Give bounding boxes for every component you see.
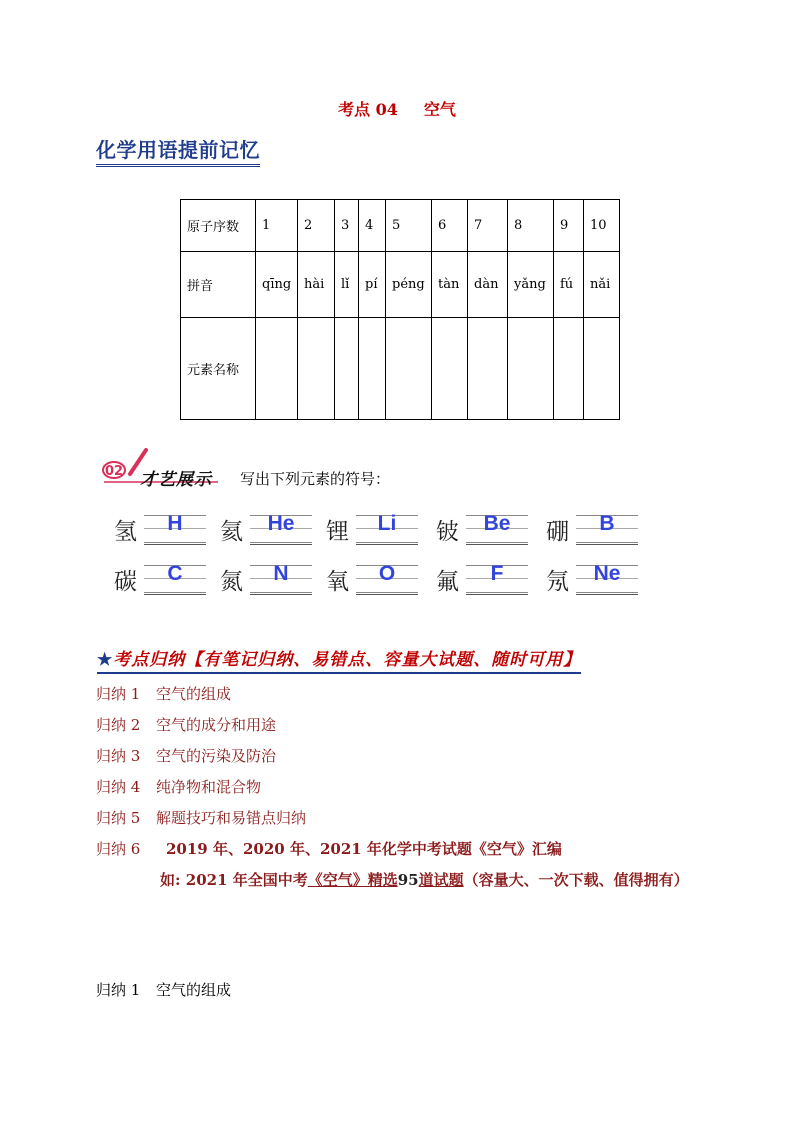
answer-cell[interactable] <box>359 318 386 420</box>
title-topic-name: 空气 <box>423 100 456 119</box>
summary-item-number: 归纳 3 <box>96 747 141 765</box>
table-row-atomic-number <box>181 200 620 252</box>
section-number: 归纳 1 <box>96 981 141 999</box>
element-chinese-name: 氧 <box>326 569 349 595</box>
element-chinese-name: 铍 <box>436 519 459 545</box>
title-topic-number: 考点 04 <box>338 100 398 119</box>
table-cell: qīng <box>256 252 298 318</box>
table-cell: nǎi <box>584 252 620 318</box>
answer-cell[interactable] <box>335 318 359 420</box>
element-chinese-name: 氖 <box>546 569 569 595</box>
recommendation-link[interactable]: 《空气》精选 <box>307 871 398 889</box>
badge-number: 02 <box>105 464 124 479</box>
answer-cell[interactable] <box>468 318 508 420</box>
summary-item-number: 归纳 1 <box>96 685 141 703</box>
answer-cell[interactable] <box>256 318 298 420</box>
summary-item-text: 2019 年、2020 年、2021 年化学中考试题《空气》汇编 <box>166 840 562 858</box>
element-symbol[interactable]: H <box>167 512 183 535</box>
element-chinese-name: 氦 <box>220 519 243 545</box>
table-cell: 8 <box>508 200 554 252</box>
row-header: 原子序数 <box>181 200 256 252</box>
table-cell: péng <box>386 252 432 318</box>
element-chinese-name: 碳 <box>114 569 137 595</box>
table-cell: tàn <box>432 252 468 318</box>
section-title-air-composition <box>96 979 231 1000</box>
page-title <box>0 97 794 120</box>
summary-item-number: 归纳 6 <box>96 840 141 858</box>
table-cell: fú <box>554 252 584 318</box>
table-cell: 2 <box>298 200 335 252</box>
summary-item[interactable] <box>96 683 231 704</box>
table-cell: yǎng <box>508 252 554 318</box>
table-cell: 9 <box>554 200 584 252</box>
element-symbol[interactable]: N <box>273 562 289 585</box>
section-text: 空气的组成 <box>156 981 232 999</box>
element-symbol[interactable]: He <box>267 512 295 535</box>
recommendation-count: 95 <box>397 871 419 889</box>
element-chinese-name: 氮 <box>220 569 243 595</box>
answer-cell[interactable] <box>386 318 432 420</box>
summary-item[interactable] <box>96 776 261 797</box>
table-cell: pí <box>359 252 386 318</box>
element-symbol[interactable]: Ne <box>593 562 621 585</box>
element-chinese-name: 硼 <box>546 519 569 545</box>
instruction-text: 写出下列元素的符号： <box>240 470 391 488</box>
table-row-pinyin <box>181 252 620 318</box>
answer-cell[interactable] <box>554 318 584 420</box>
recommendation-line <box>160 869 689 890</box>
answer-cell[interactable] <box>584 318 620 420</box>
table-cell: 10 <box>584 200 620 252</box>
table-cell: lǐ <box>335 252 359 318</box>
table-cell: hài <box>298 252 335 318</box>
answer-cell[interactable] <box>508 318 554 420</box>
recommendation-link-2[interactable]: 道试题 <box>418 871 464 889</box>
summary-item-text: 纯净物和混合物 <box>156 778 262 796</box>
summary-item-text: 解题技巧和易错点归纳 <box>156 809 307 827</box>
row-header: 元素名称 <box>181 318 256 420</box>
summary-item[interactable] <box>96 745 276 766</box>
element-chinese-name: 氢 <box>114 519 137 545</box>
table-cell: 4 <box>359 200 386 252</box>
table-cell: 3 <box>335 200 359 252</box>
star-icon: ★ <box>97 650 114 670</box>
section-heading-memorize: 化学用语提前记忆 <box>96 134 260 167</box>
element-chinese-name: 氟 <box>436 569 459 595</box>
recommendation-prefix: 如: 2021 年全国中考 <box>160 871 308 889</box>
table-row-element-name <box>181 318 620 420</box>
summary-item[interactable] <box>96 714 276 735</box>
table-cell: 5 <box>386 200 432 252</box>
element-symbol[interactable]: F <box>490 562 504 585</box>
element-symbol[interactable]: C <box>167 562 183 585</box>
recommendation-suffix: （容量大、一次下载、值得拥有） <box>463 871 689 889</box>
element-symbol[interactable]: Be <box>483 512 511 535</box>
answer-cell[interactable] <box>298 318 335 420</box>
element-chinese-name: 锂 <box>326 519 349 545</box>
summary-item-text: 空气的污染及防治 <box>156 747 277 765</box>
table-cell: 7 <box>468 200 508 252</box>
answer-cell[interactable] <box>432 318 468 420</box>
summary-item[interactable] <box>96 807 306 828</box>
summary-item-text: 空气的成分和用途 <box>156 716 277 734</box>
table-cell: dàn <box>468 252 508 318</box>
element-symbol[interactable]: Li <box>377 512 397 535</box>
summary-item-number: 归纳 2 <box>96 716 141 734</box>
element-table <box>180 199 620 420</box>
summary-item-number: 归纳 4 <box>96 778 141 796</box>
summary-item-6[interactable] <box>96 838 562 859</box>
element-symbol[interactable]: B <box>599 512 615 535</box>
summary-item-number: 归纳 5 <box>96 809 141 827</box>
table-cell: 6 <box>432 200 468 252</box>
summary-header <box>97 645 581 674</box>
element-symbol[interactable]: O <box>378 562 396 585</box>
summary-header-text: 考点归纳【有笔记归纳、易错点、容量大试题、随时可用】 <box>113 650 582 670</box>
table-cell: 1 <box>256 200 298 252</box>
summary-item-text: 空气的组成 <box>156 685 232 703</box>
row-header: 拼音 <box>181 252 256 318</box>
talent-display-label: 才艺展示 <box>140 470 212 490</box>
